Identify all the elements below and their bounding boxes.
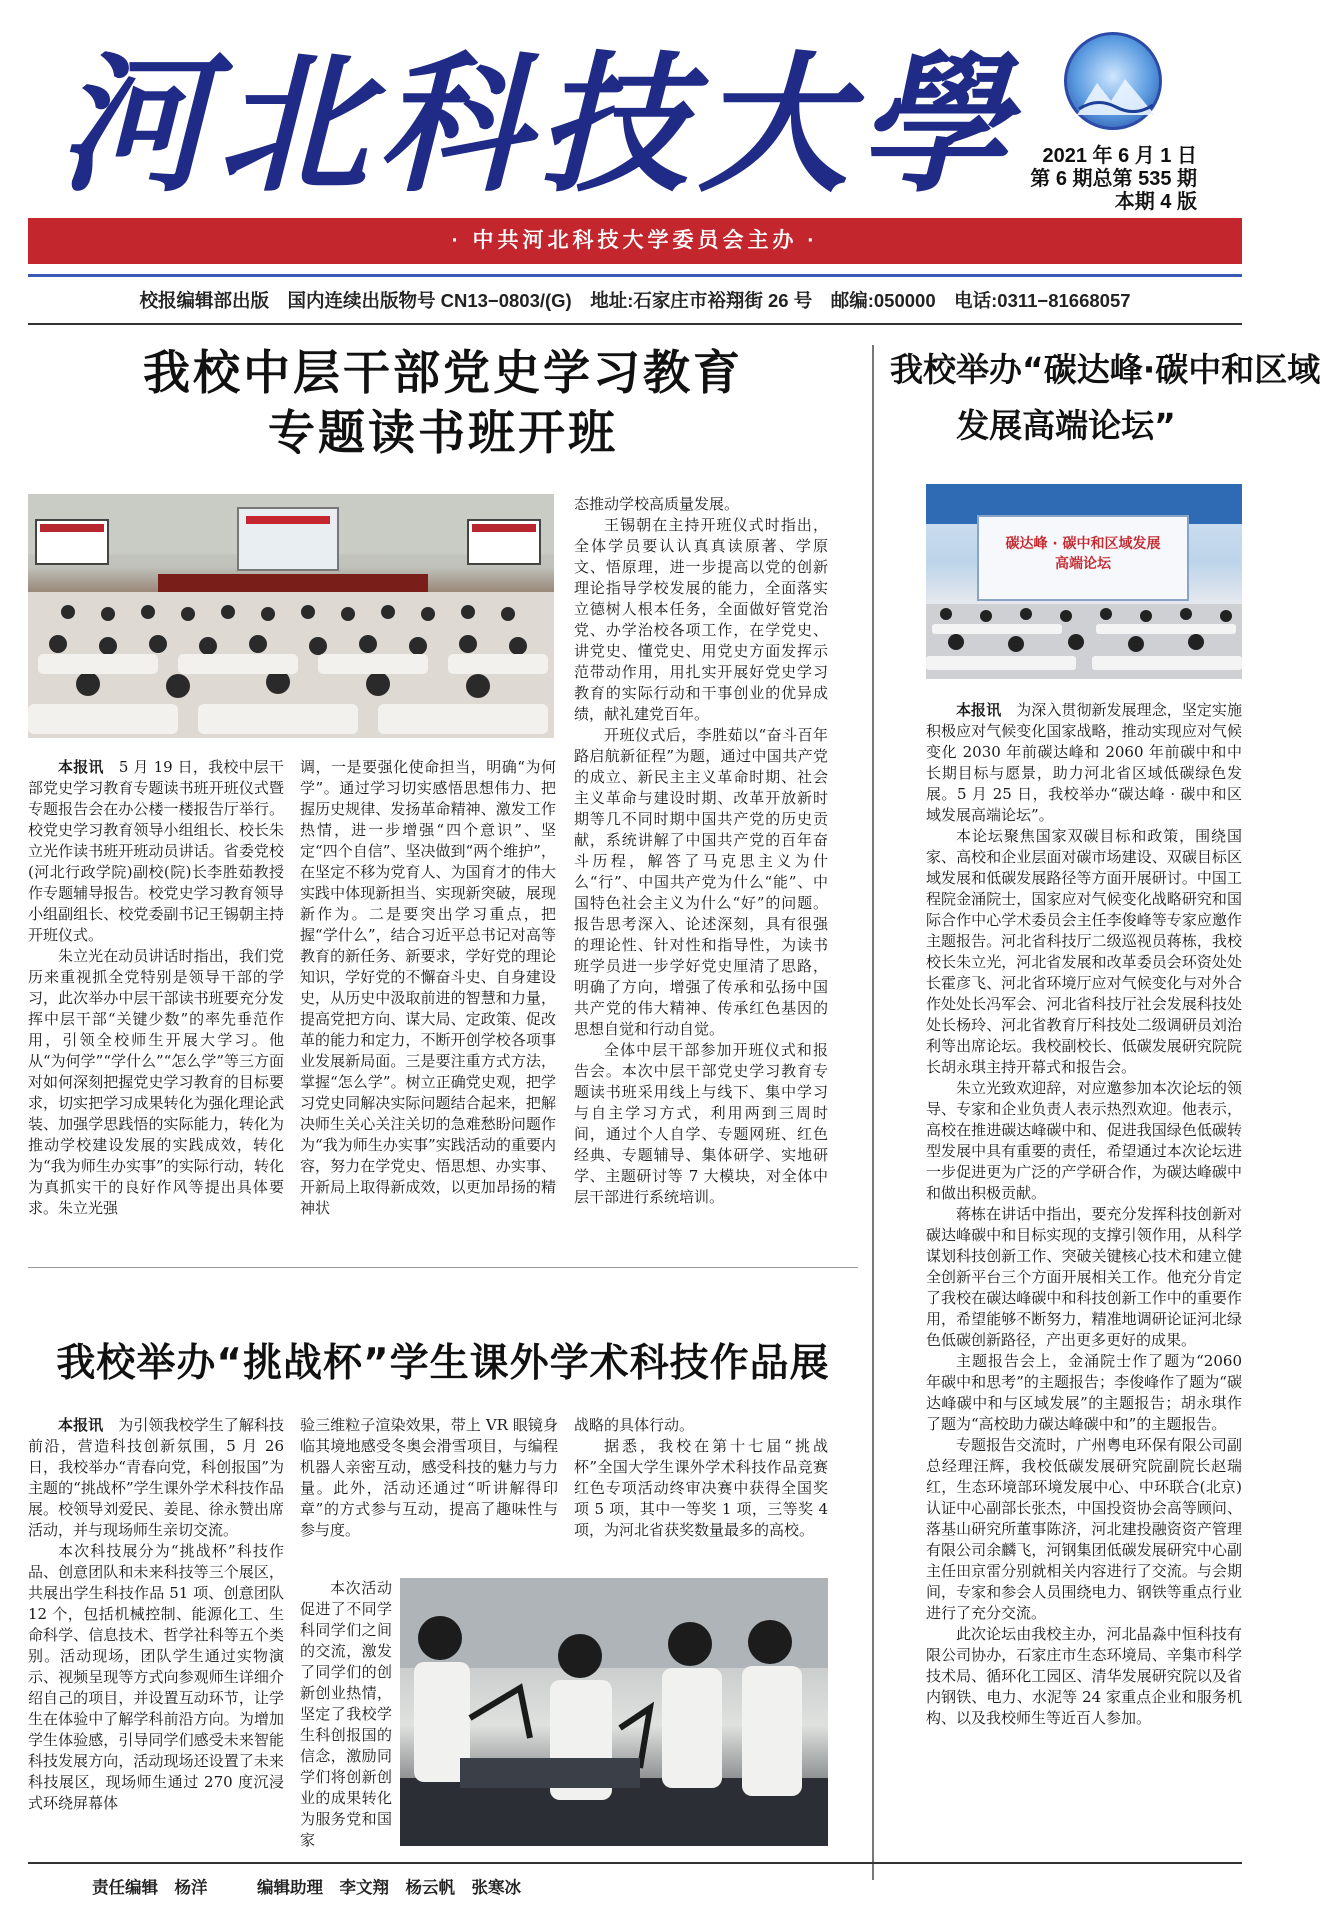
article-separator bbox=[28, 1267, 858, 1268]
article3-paragraph7: 此次论坛由我校主办，河北晶淼中恒科技有限公司协办，石家庄市生态环境局、辛集市科学技术局、循环化工园区、清华发展研究院以及省内钢铁、电力、水泥等 24 家重点企业和服务机构、以及我校师生等近百人参加。 bbox=[926, 1625, 1242, 1727]
article2-paragraph1: 为引领我校学生了解科技前沿，营造科技创新氛围，5 月 26 日，我校举办“青春向党，科创报国”为主题的“挑战杯”学生课外学术科技作品展。校领导刘爱民、姜昆、徐永赞出席活动，并与现场师生亲切交流。 bbox=[28, 1416, 284, 1539]
article1-headline-line2: 专题读书班开班 bbox=[268, 406, 618, 461]
mountain-wave-icon bbox=[1077, 75, 1155, 115]
robotics-exhibit-illustration bbox=[400, 1578, 828, 1846]
bottom-rule bbox=[28, 1862, 1242, 1864]
article3-headline-line2: 发展高端论坛” bbox=[956, 406, 1176, 445]
issue-edition: 本期 4 版 bbox=[1114, 191, 1197, 213]
hebust-emblem-icon bbox=[1064, 32, 1162, 130]
newspaper-masthead-title: 河北科技大學 bbox=[58, 37, 1019, 213]
forum-venue-photo bbox=[926, 484, 1242, 679]
article3-paragraph3: 朱立光致欢迎辞，对应邀参加本次论坛的领导、专家和企业负责人表示热烈欢迎。他表示，高校在推进碳达峰碳中和、促进我国绿色低碳转型发展中具有重要的责任，希望通过本次论坛进一步促进更为广泛的产学研合作，为碳达峰碳中和做出积极贡献。 bbox=[926, 1079, 1242, 1202]
article3-paragraph6: 专题报告交流时，广州粤电环保有限公司副总经理汪辉，我校低碳发展研究院副院长赵瑞红，生态环境部环境发展中心、中环联合(北京)认证中心副部长张杰，中国投资协会高等顾问、落基山研究所董事陈济，河北建投融资资产管理有限公司余麟飞，河钢集团低碳发展研究中心副主任田京雷分别就相关内容进行了交流。与会期间，专家和参会人员围绕电力、钢铁等重点行业进行了充分交流。 bbox=[926, 1436, 1242, 1622]
forum-slide-title-line1: 碳达峰 · 碳中和区域发展 bbox=[1005, 536, 1161, 552]
article2-column2 bbox=[300, 1415, 558, 1575]
article2-paragraph4: 据悉，我校在第十七届“挑战杯”全国大学生课外学术科技作品竞赛红色专项活动终审决赛中获得全国奖项 5 项，其中一等奖 1 项，三等奖 4 项，为河北省获奖数量最多的高校。 bbox=[574, 1437, 828, 1539]
lecture-hall-photo bbox=[28, 494, 554, 738]
article1-paragraph5: 全体中层干部参加开班仪式和报告会。本次中层干部党史学习教育专题读书班采用线上与线下、集中学习与自主学习方式，利用两到三周时间，通过个人自学、专题网班、红色经典、专题辅导、集体研学、实地研学、主题研讨等 7 大模块，对全体中层干部进行系统培训。 bbox=[574, 1041, 828, 1206]
article2-byline: 本报讯 bbox=[58, 1416, 104, 1434]
masthead-divider bbox=[28, 274, 1242, 277]
article2-paragraph2-cont: 验三维粒子渲染效果，带上 VR 眼镜身临其境地感受冬奥会滑雪项目，与编程机器人亲密互动，感受科技的魅力与力量。此外，活动还通过“听讲解得印章”的方式参与互动，提高了趣味性与参与度。 bbox=[300, 1416, 558, 1539]
issue-date: 2021 年 6 月 1 日 bbox=[1042, 145, 1197, 167]
article1-paragraph2: 朱立光在动员讲话时指出，我们党历来重视抓全党特别是领导干部的学习，此次举办中层干部读书班要充分发挥中层干部“关键少数”的率先垂范作用，引领全校师生开展大学习。他从“为何学”“学什么”“怎么学”等三方面对如何深刻把握党史学习教育的目标要求，切实把学习成果转化为强化理论武装、加强学思践悟的实际能力，转化为推动学校建设发展的实践成效，转化为“我为师生办实事”的实际行动，转化为真抓实干的良好作风等提出具体要求。朱立光强 bbox=[28, 947, 285, 1217]
article2-paragraph3-end: 战略的具体行动。 bbox=[574, 1416, 695, 1434]
article2-column2-narrow bbox=[300, 1578, 392, 1848]
issue-number: 第 6 期总第 535 期 bbox=[1030, 168, 1197, 190]
article3-paragraph1: 为深入贯彻新发展理念，坚定实施积极应对气候变化国家战略，推动实现应对气候变化 2030 年前碳达峰和 2060 年前碳中和中长期目标与愿景，助力河北省区域低碳绿色发展。5 月 25 日，我校举办“碳达峰 · 碳中和区域发展高端论坛”。 bbox=[926, 701, 1242, 824]
article3-body bbox=[926, 700, 1242, 1850]
lecture-hall-illustration bbox=[28, 494, 554, 738]
article1-headline-line1: 我校中层干部党史学习教育 bbox=[143, 346, 743, 401]
article1-paragraph2-end: 态推动学校高质量发展。 bbox=[574, 495, 740, 513]
article1-column3 bbox=[574, 494, 828, 1257]
article1-paragraph1: 5 月 19 日，我校中层干部党史学习教育专题读书班开班仪式暨专题报告会在办公楼一楼报告厅举行。校党史学习教育领导小组组长、校长朱立光作读书班开班动员讲话。省委党校(河北行政学院)副校(院)长李胜茹教授作专题辅导报告。校党史学习教育领导小组副组长、校党委副书记王锡朝主持开班仪式。 bbox=[28, 758, 284, 944]
article2-column3 bbox=[574, 1415, 828, 1575]
students-robotics-photo bbox=[400, 1578, 828, 1846]
forum-slide-title-line2: 高端论坛 bbox=[1055, 556, 1111, 572]
article2-headline: 我校举办“挑战杯”学生课外学术科技作品展 bbox=[56, 1341, 830, 1386]
article1-paragraph4: 开班仪式后，李胜茹以“奋斗百年路启航新征程”为题，通过中国共产党的成立、新民主主义革命时期、社会主义革命与建设时期、改革开放新时期等几不同时期中国共产党的历史贡献，系统讲解了中国共产党的百年奋斗历程，解答了马克思主义为什么“行”、中国共产党为什么“能”、中国特色社会主义为什么“好”的问题。报告思考深入、论述深刻，具有很强的理论性、针对性和指导性，为读书班学员进一步学好党史厘清了思路，明确了方向，增强了传承和弘扬中国共产党的伟大精神、传承红色基因的思想自觉和行动自觉。 bbox=[574, 726, 828, 1038]
article3-paragraph2: 本论坛聚焦国家双碳目标和政策，围绕国家、高校和企业层面对碳市场建设、双碳目标区域发展和低碳发展路径等方面开展研讨。中国工程院金涌院士，国家应对气候变化战略研究和国际合作中心学术委员会主任李俊峰等专家应邀作主题报告。河北省科技厅二级巡视员蒋栋，我校校长朱立光，河北省发展和改革委员会环资处处长霍彦飞、河北省环境厅应对气候变化与对外合作处处长冯军会、河北省科技厅社会发展科技处处长杨玲、河北省教育厅科技处二级调研员刘治利等出席论坛。我校副校长、低碳发展研究院院长胡永琪主持开幕式和报告会。 bbox=[926, 827, 1242, 1076]
column-divider bbox=[872, 345, 874, 1880]
article1-column2 bbox=[300, 757, 556, 1257]
article3-paragraph5: 主题报告会上，金涌院士作了题为“2060 年碳中和思考”的主题报告；李俊峰作了题为“碳达峰碳中和与区域发展”的主题报告；胡永琪作了题为“高校助力碳达峰碳中和”的主题报告。 bbox=[926, 1352, 1242, 1433]
article1-paragraph3: 王锡朝在主持开班仪式时指出，全体学员要认认真真读原著、学原文、悟原理，进一步提高以党的创新理论指导学校发展的能力，全面落实立德树人根本任务，全面做好管党治党、办学治校各项工作，在学党史、讲党史、懂党史、用党史方面发挥示范带动作用，用扎实开展好党史学习教育的实际行动和干事创业的优异成绩，献礼建党百年。 bbox=[574, 516, 828, 723]
top-rule bbox=[28, 323, 1242, 325]
sponsor-text: · 中共河北科技大学委员会主办 · bbox=[451, 229, 819, 252]
article1-byline: 本报讯 bbox=[58, 758, 104, 776]
forum-venue-illustration bbox=[926, 484, 1242, 679]
article1-paragraph2-cont: 调，一是要强化使命担当，明确“为何学”。通过学习切实感悟思想伟力、把握历史规律、发扬革命精神、激发工作热情，进一步增强“四个意识”、坚定“四个自信”、坚决做到“两个维护”，在坚定不移为党育人、为国育才的伟大实践中体现新担当、实现新突破，展现新作为。二是要突出学习重点，把握“学什么”，结合习近平总书记对高等教育的新任务、新要求，学好党的理论知识，学好党的不懈奋斗史、自身建设史，从历史中汲取前进的智慧和力量，提高党把方向、谋大局、定政策、促改革的能力和定力，不断开创学校各项事业发展新局面。三是要注重方式方法，掌握“怎么学”。树立正确党史观，把学习党史同解决实际问题结合起来，把解决师生关心关注关切的急难愁盼问题作为“我为师生办实事”实践活动的重要内容，努力在学党史、悟思想、办实事、开新局上取得新成效，以更加昂扬的精神状 bbox=[300, 758, 556, 1217]
article2-paragraph2: 本次科技展分为“挑战杯”科技作品、创意团队和未来科技等三个展区，共展出学生科技作品 51 项、创意团队 12 个，包括机械控制、能源化工、生命科学、信息技术、哲学社科等五个类别。活动现场，团队学生通过实物演示、视频呈现等方式向参观师生详细介绍自己的项目，并设置互动环节，让学生在体验中了解学科前沿方向。为增加学生体验感，引导同学们感受未来智能科技发展方向，活动现场还设置了未来科技展区，现场师生通过 270 度沉浸式环绕屏幕体 bbox=[28, 1542, 284, 1812]
article1-column1 bbox=[28, 757, 284, 1257]
article2-column1 bbox=[28, 1415, 284, 1855]
article3-headline-line1: 我校举办“碳达峰·碳中和区域 bbox=[890, 350, 1320, 389]
article2-paragraph3: 本次活动促进了不同学科同学们之间的交流，激发了同学们的创新创业热情，坚定了我校学生科创报国的信念，激励同学们将创新创业的成果转化为服务党和国家 bbox=[300, 1579, 392, 1849]
article3-byline: 本报讯 bbox=[956, 701, 1002, 719]
publication-info: 校报编辑部出版 国内连续出版物号 CN13−0803/(G) 地址:石家庄市裕翔街 26 号 邮编:050000 电话:0311−81668057 bbox=[139, 290, 1131, 311]
editor-credits: 责任编辑 杨洋 编辑助理 李文翔 杨云帆 张寒冰 bbox=[92, 1879, 521, 1897]
article3-paragraph4: 蒋栋在讲话中指出，要充分发挥科技创新对碳达峰碳中和目标实现的支撑引领作用，从科学谋划科技创新工作、突破关键核心技术和建立健全创新平台三个方面开展相关工作。他充分肯定了我校在碳达峰碳中和科技创新工作中的重要作用，希望能够不断努力，精准地调研论证河北绿色低碳创新路径，产出更多更好的成果。 bbox=[926, 1205, 1242, 1349]
